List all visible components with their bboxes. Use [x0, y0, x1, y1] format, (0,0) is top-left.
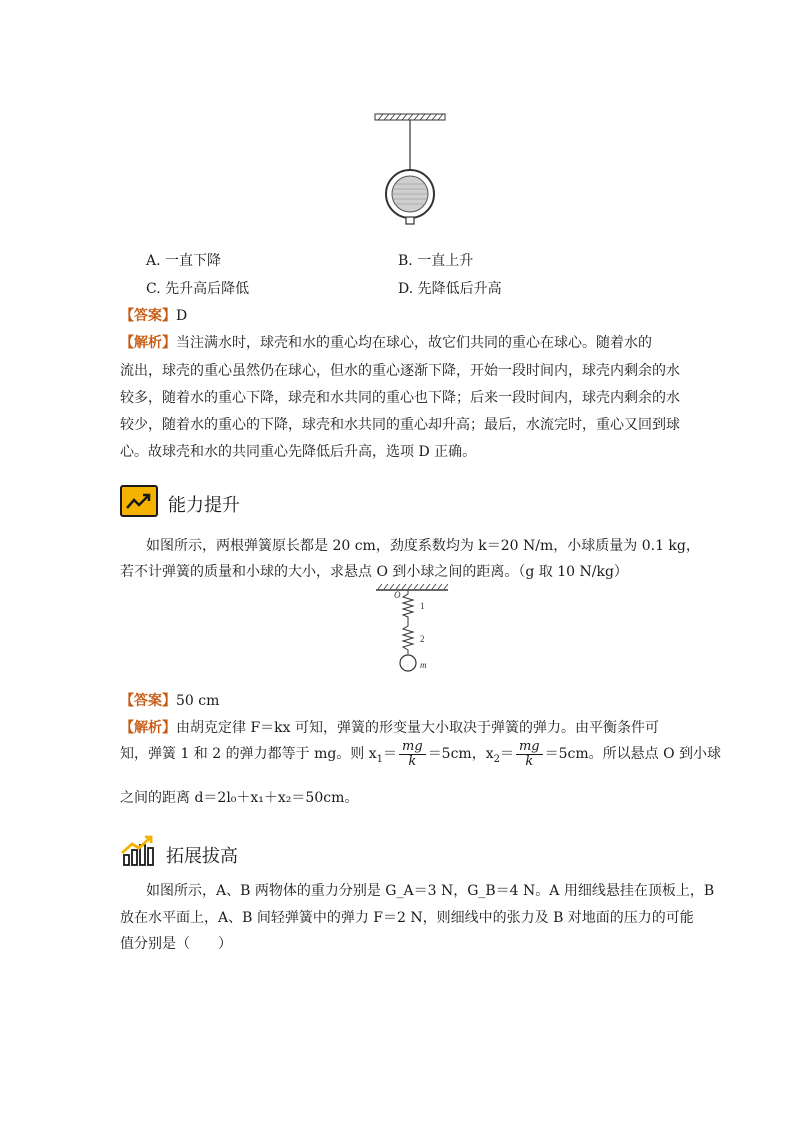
analysis-2-line-3: 之间的距离 d＝2l₀＋x₁＋x₂＝50cm。: [120, 790, 359, 806]
answer-value: 50 cm: [176, 693, 220, 709]
subscript: 1: [376, 753, 384, 765]
section-title-ability: 能力提升: [168, 495, 240, 516]
analysis-tag: 【解析】: [120, 720, 176, 736]
label-o: O: [394, 590, 401, 600]
problem-2-line-2: 若不计弹簧的质量和小球的大小，求悬点 O 到小球之间的距离。（g 取 10 N/kg）: [120, 564, 628, 580]
hanging-sphere-figure: [370, 112, 450, 228]
analysis-1-line-4: 较少，随着水的重心的下降，球壳和水共同的重心却升高；最后，水流完时，重心又回到球: [120, 417, 680, 433]
analysis-text: ＝5cm，x: [427, 746, 494, 762]
analysis-1-line-5: 心。故球壳和水的共同重心先降低后升高，选项 D 正确。: [120, 444, 477, 460]
analysis-text: ＝5cm。所以悬点 O 到小球: [544, 746, 722, 762]
fraction-denominator: k: [525, 753, 534, 769]
analysis-1-line-3: 较多，随着水的重心下降，球壳和水共同的重心也下降；后来一段时间内，球壳内剩余的水: [120, 390, 680, 406]
analysis-1-line-2: 流出，球壳的重心虽然仍在球心，但水的重心逐渐下降，开始一段时间内，球壳内剩余的水: [120, 363, 680, 379]
label-spring-1: 1: [420, 601, 425, 611]
fraction-numerator: mg: [516, 740, 543, 755]
two-spring-figure: [372, 584, 452, 678]
label-m: m: [420, 660, 427, 670]
answer-tag: 【答案】: [120, 308, 176, 324]
fraction-numerator: mg: [399, 740, 426, 755]
analysis-text: 知，弹簧 1 和 2 的弹力都等于 mg。则 x: [120, 746, 377, 762]
analysis-text: 当注满水时，球壳和水的重心均在球心，故它们共同的重心在球心。随着水的: [176, 335, 652, 351]
trend-up-icon: [120, 485, 158, 517]
analysis-tag: 【解析】: [120, 335, 176, 351]
growth-chart-icon: [120, 833, 156, 867]
answer-tag: 【答案】: [120, 693, 176, 709]
label-spring-2: 2: [420, 634, 425, 644]
fraction: [399, 740, 426, 769]
problem-3-line-3: 值分别是（ ）: [120, 936, 232, 952]
option-c: C. 先升高后降低: [146, 281, 250, 297]
subscript: 2: [493, 753, 500, 765]
analysis-2-line-1: [120, 717, 659, 737]
problem-3-line-1: 如图所示，A、B 两物体的重力分别是 G_A＝3 N，G_B＝4 N。A 用细线悬挂在顶板上，B: [146, 883, 715, 899]
section-title-extension: 拓展拔高: [166, 846, 238, 867]
fraction: [516, 740, 543, 769]
analysis-2-line-2: [120, 738, 721, 776]
option-a: A. 一直下降: [146, 253, 222, 269]
option-b: B. 一直上升: [398, 253, 474, 269]
option-d: D. 先降低后升高: [398, 281, 502, 297]
answer-value: D: [176, 308, 188, 324]
problem-2-line-1: 如图所示，两根弹簧原长都是 20 cm，劲度系数均为 k＝20 N/m，小球质量为 0.1 kg，: [146, 538, 700, 554]
answer-2: [120, 690, 219, 710]
fraction-denominator: k: [408, 753, 417, 769]
problem-3-line-2: 放在水平面上，A、B 间轻弹簧中的弹力 F＝2 N，则细线中的张力及 B 对地面的压力的可能: [120, 910, 694, 926]
equals-sign: ＝: [383, 746, 398, 762]
analysis-text: 由胡克定律 F＝kx 可知，弹簧的形变量大小取决于弹簧的弹力。由平衡条件可: [176, 720, 659, 736]
equals-sign: ＝: [499, 746, 514, 762]
answer-1: [120, 305, 187, 325]
analysis-1-line-1: [120, 332, 652, 352]
